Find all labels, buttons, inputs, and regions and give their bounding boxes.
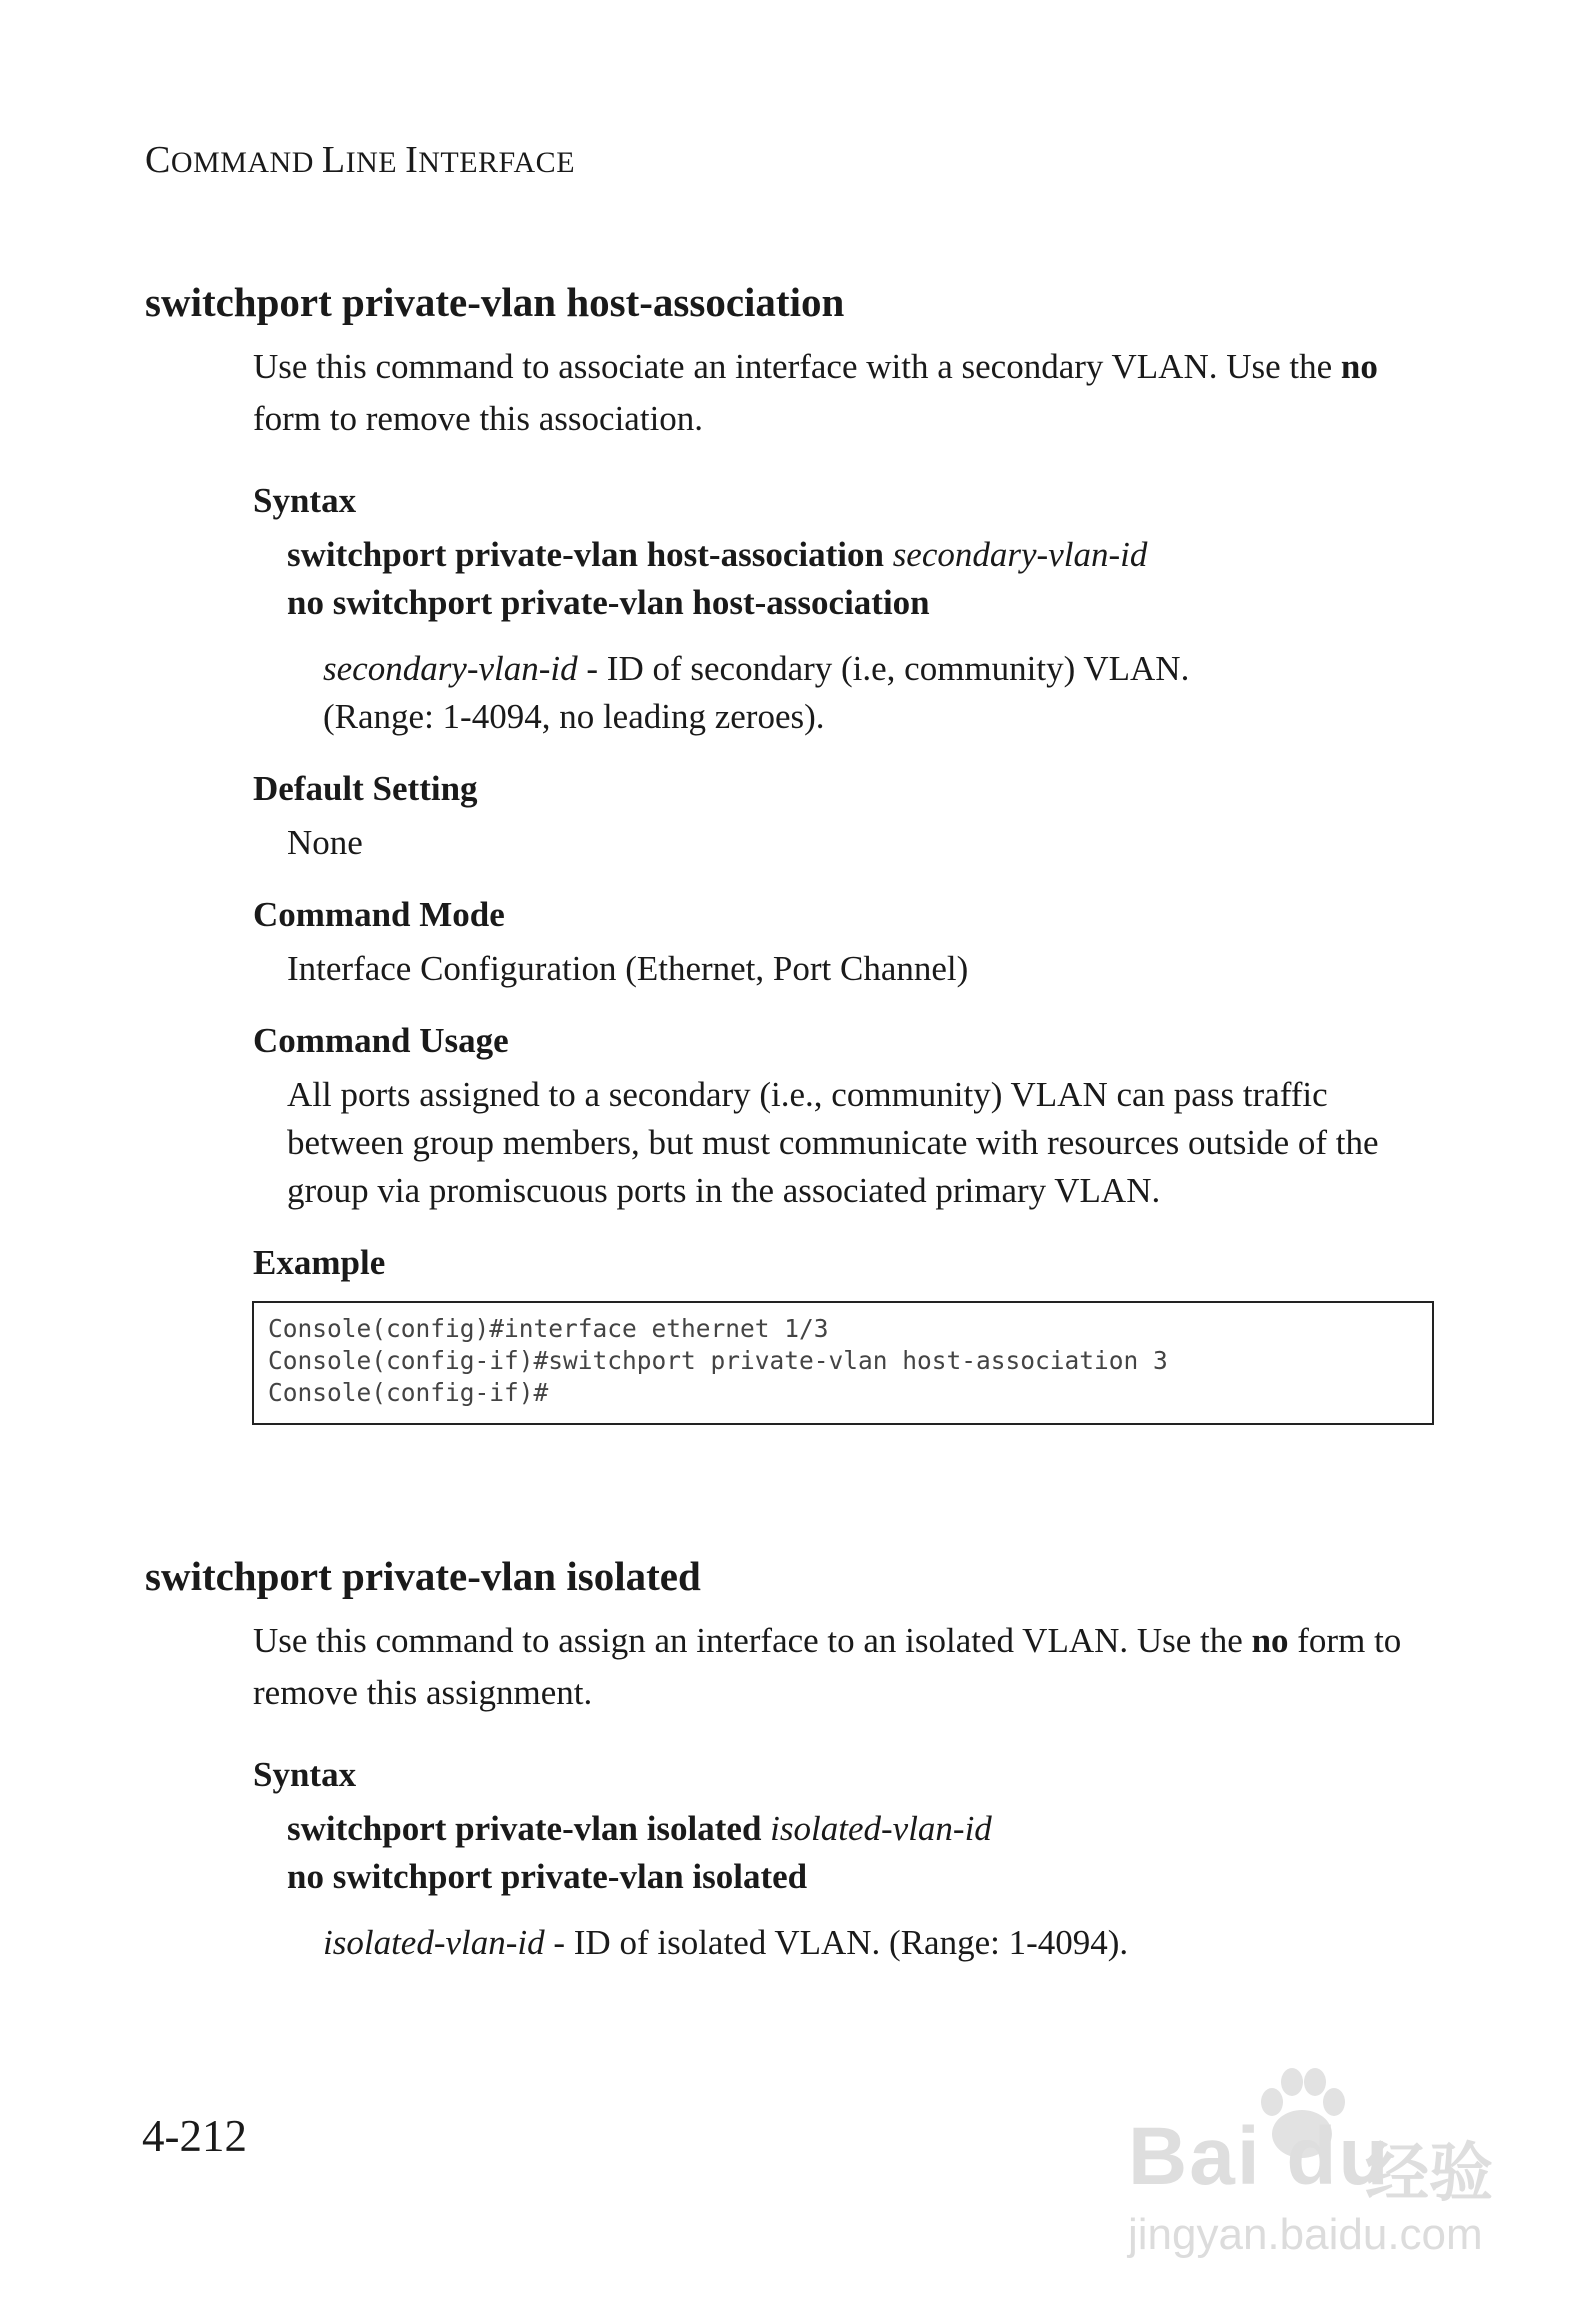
syntax-command: switchport private-vlan host-association bbox=[287, 535, 884, 575]
section-host-association bbox=[145, 278, 1415, 1425]
example-code-box bbox=[252, 1301, 1434, 1425]
syntax-heading: Syntax bbox=[253, 481, 357, 521]
intro-keyword: no bbox=[1251, 1621, 1289, 1661]
command-mode-heading: Command Mode bbox=[253, 895, 505, 935]
syntax-block bbox=[287, 531, 1415, 627]
section-intro bbox=[253, 341, 1423, 445]
header-text-2: INE bbox=[345, 146, 406, 179]
syntax-line bbox=[287, 1805, 1415, 1853]
watermark-brand: Bai du bbox=[1128, 2111, 1391, 2202]
watermark-cn: 经验 bbox=[1365, 2137, 1493, 2211]
code-line: Console(config)#interface ethernet 1/3 bbox=[268, 1314, 829, 1344]
param-line bbox=[323, 1919, 1403, 1967]
section-title: switchport private-vlan host-association bbox=[145, 279, 845, 325]
param-name: isolated-vlan-id bbox=[323, 1923, 545, 1963]
intro-text-end: form to remove this association. bbox=[253, 399, 704, 439]
param-range: (Range: 1-4094, no leading zeroes). bbox=[323, 697, 825, 737]
command-usage-heading: Command Usage bbox=[253, 1021, 509, 1061]
header-cap-2: L bbox=[321, 139, 346, 181]
syntax-line bbox=[287, 531, 1415, 579]
header-text-3: NTERFACE bbox=[418, 146, 576, 179]
intro-keyword: no bbox=[1340, 347, 1378, 387]
syntax-block bbox=[287, 1805, 1415, 1901]
parameter-description bbox=[323, 645, 1403, 741]
param-name: secondary-vlan-id bbox=[323, 649, 578, 689]
default-setting-value: None bbox=[287, 823, 363, 863]
syntax-line-no: no switchport private-vlan isolated bbox=[287, 1857, 808, 1897]
syntax-param: isolated-vlan-id bbox=[770, 1809, 992, 1849]
page-number: 4-212 bbox=[142, 2111, 247, 2161]
default-setting-heading: Default Setting bbox=[253, 769, 478, 809]
command-usage-text: All ports assigned to a secondary (i.e., community) VLAN can pass traffic between group members, but must communicate with resources outside of the group via promiscuous ports in the associated primary VLAN. bbox=[287, 1075, 1379, 1211]
parameter-description bbox=[323, 1919, 1403, 1967]
intro-text: Use this command to assign an interface to an isolated VLAN. Use the bbox=[253, 1621, 1252, 1661]
param-desc: - ID of secondary (i.e, community) VLAN. bbox=[577, 649, 1190, 689]
syntax-line-no: no switchport private-vlan host-association bbox=[287, 583, 930, 623]
syntax-param: secondary-vlan-id bbox=[892, 535, 1148, 575]
example-heading: Example bbox=[253, 1243, 386, 1283]
intro-text-end: form to remove this assignment. bbox=[253, 1621, 1402, 1713]
running-header bbox=[145, 138, 575, 182]
section-intro bbox=[253, 1615, 1423, 1719]
syntax-command: switchport private-vlan isolated bbox=[287, 1809, 762, 1849]
code-line: Console(config-if)# bbox=[268, 1378, 549, 1408]
header-text-1: OMMAND bbox=[170, 146, 322, 179]
section-title: switchport private-vlan isolated bbox=[145, 1553, 701, 1599]
param-line bbox=[323, 645, 1403, 693]
watermark-url: jingyan.baidu.com bbox=[1128, 2210, 1483, 2259]
param-desc: - ID of isolated VLAN. (Range: 1-4094). bbox=[544, 1923, 1129, 1963]
code-line: Console(config-if)#switchport private-vlan host-association 3 bbox=[268, 1346, 1168, 1376]
command-mode-value: Interface Configuration (Ethernet, Port Channel) bbox=[287, 949, 969, 989]
intro-text: Use this command to associate an interface with a secondary VLAN. Use the bbox=[253, 347, 1341, 387]
header-cap-3: I bbox=[405, 139, 419, 181]
section-isolated bbox=[145, 1552, 1415, 1967]
header-cap-1: C bbox=[145, 139, 171, 181]
syntax-heading: Syntax bbox=[253, 1755, 357, 1795]
baidu-watermark bbox=[1120, 2060, 1500, 2260]
